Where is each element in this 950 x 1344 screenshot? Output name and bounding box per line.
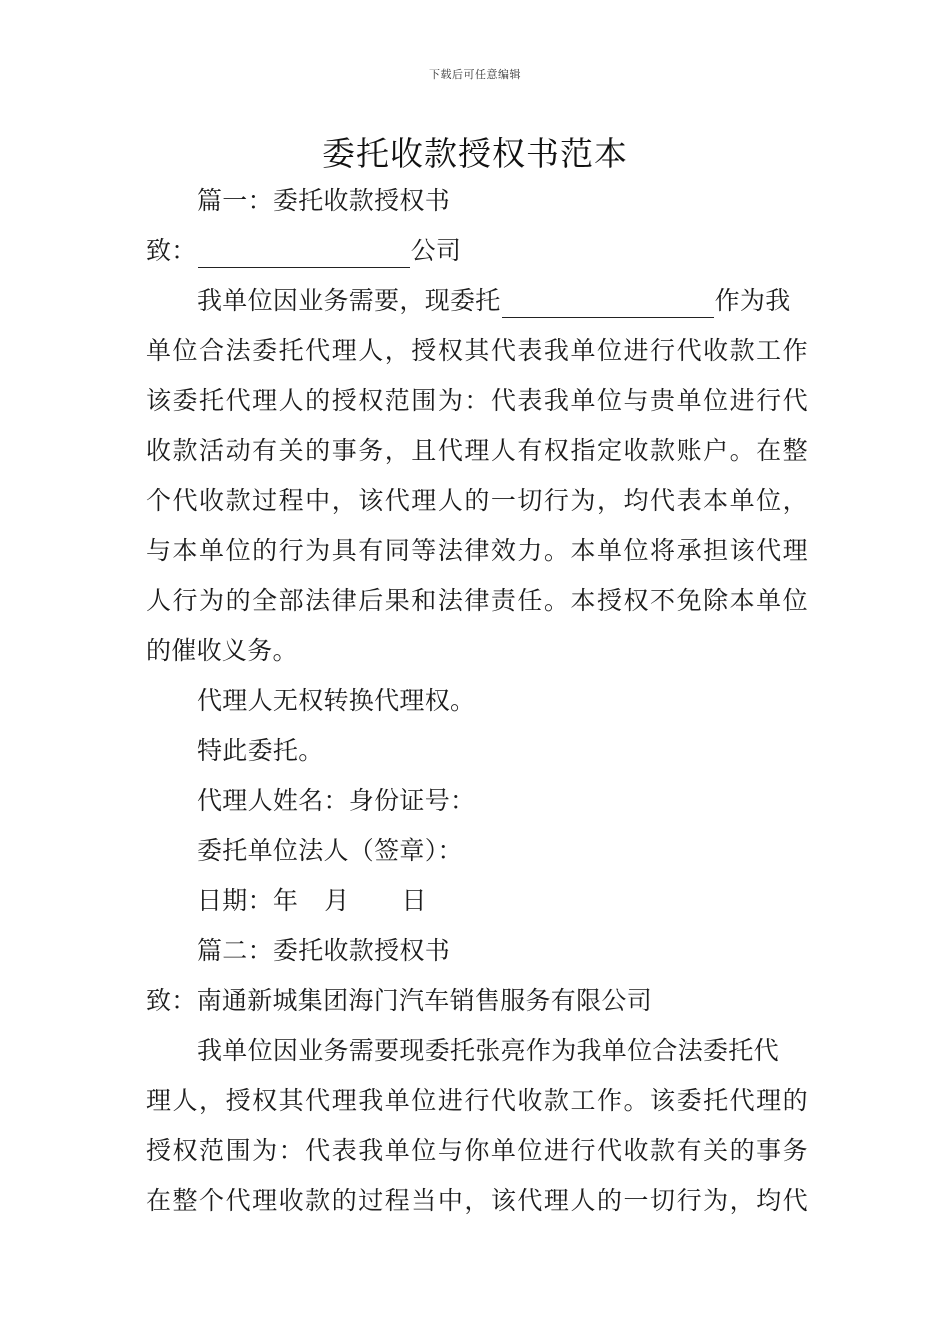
para-text: 我单位因业务需要，现委托	[197, 286, 501, 315]
legal-signature-line: 委托单位法人（签章）：	[197, 836, 463, 865]
section1-para-line-2: 单位合法委托代理人，授权其代表我单位进行代收款工作	[146, 336, 808, 365]
agent-info-line: 代理人姓名：身份证号：	[197, 786, 476, 815]
no-transfer-clause: 代理人无权转换代理权。	[197, 686, 476, 715]
date-day: 日	[401, 886, 427, 915]
section2-para-line-3: 授权范围为：代表我单位与你单位进行代收款有关的事务	[146, 1136, 808, 1165]
page-header-note: 下载后可任意编辑	[429, 68, 521, 81]
section1-para-line-4: 收款活动有关的事务，且代理人有权指定收款账户。在整	[146, 436, 808, 465]
section1-para-line-1	[146, 276, 808, 326]
section1-para-line-3: 该委托代理人的授权范围为：代表我单位与贵单位进行代	[146, 386, 808, 415]
date-label: 日期：	[197, 886, 273, 915]
section1-para-line-5: 个代收款过程中，该代理人的一切行为，均代表本单位，	[146, 486, 808, 515]
hereby-entrust: 特此委托。	[197, 736, 324, 765]
document-body	[146, 176, 808, 1226]
section2-para-line-2: 理人，授权其代理我单位进行代收款工作。该委托代理的	[146, 1086, 808, 1115]
section1-heading: 篇一：委托收款授权书	[197, 186, 451, 215]
section2-para-line-1: 我单位因业务需要现委托张亮作为我单位合法委托代	[197, 1036, 779, 1065]
agent-name-blank[interactable]	[502, 287, 714, 318]
company-name-blank[interactable]	[198, 237, 410, 268]
date-line	[146, 876, 808, 926]
section2-heading: 篇二：委托收款授权书	[197, 936, 451, 965]
recipient-prefix: 致：	[146, 236, 197, 265]
recipient-suffix: 公司	[410, 236, 462, 265]
section1-para-line-8: 的催收义务。	[146, 636, 298, 665]
section2-recipient-line: 致：南通新城集团海门汽车销售服务有限公司	[146, 986, 653, 1015]
section1-para-line-6: 与本单位的行为具有同等法律效力。本单位将承担该代理	[146, 536, 808, 565]
section1-para-line-7: 人行为的全部法律后果和法律责任。本授权不免除本单位	[146, 586, 808, 615]
document-title: 委托收款授权书范本	[322, 134, 628, 173]
section2-para-line-4: 在整个代理收款的过程当中，该代理人的一切行为，均代	[146, 1186, 808, 1215]
date-year: 年	[272, 886, 299, 915]
section1-recipient-line	[146, 226, 808, 276]
para-text: 作为我	[714, 286, 791, 315]
date-month: 月	[324, 886, 350, 915]
